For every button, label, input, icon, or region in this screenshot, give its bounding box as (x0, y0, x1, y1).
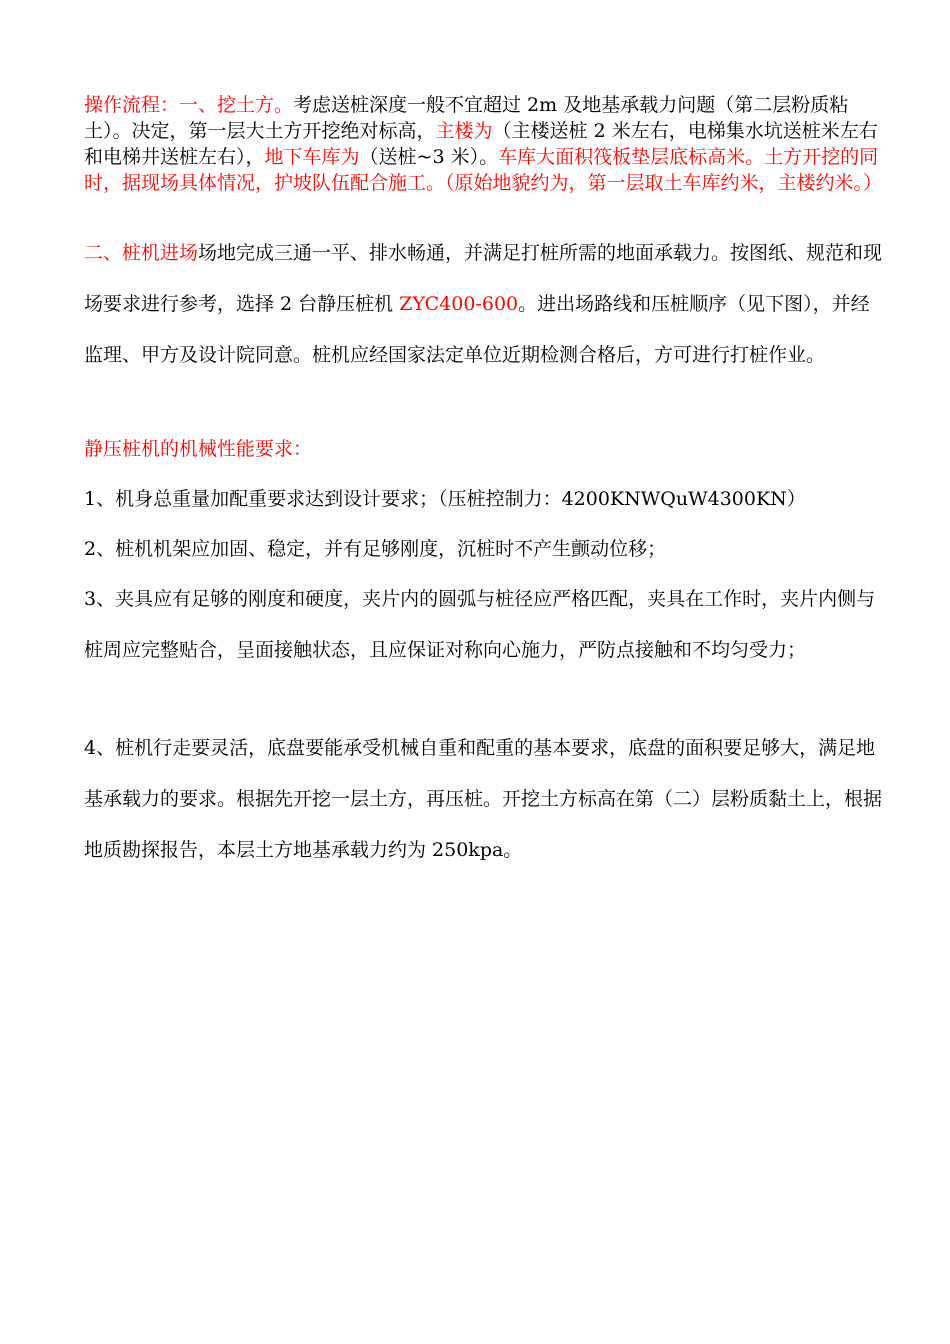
excavation-heading: 操作流程：一、挖土方。 (84, 94, 294, 116)
excavation-text-e: （送桩~3 米）。 (359, 146, 499, 168)
excavation-text-c: （主楼送桩 2 米左右，电梯集水坑送桩米左右和电梯井送桩左右）， (84, 120, 878, 168)
requirement-item-2: 2、桩机机架应加固、稳定，并有足够刚度，沉桩时不产生颤动位移； (84, 538, 667, 560)
excavation-text-a: 考虑送桩深度一般不宜超过 2m 及地基承载力问题（第二层粉质粘土）。决定，第一层大土方开挖绝对标高， (84, 94, 849, 142)
underground-garage-label: 地下车库为 (264, 146, 360, 168)
pile-machine-model: ZYC400-600 (399, 293, 519, 315)
pile-machine-text-a: 场地完成三通一平、排水畅通，并满足打桩所需的地面承载力。按图纸、规范和现场要求进行参考，选择 2 台静压桩机 (84, 242, 883, 315)
garage-raft-note: 车库大面积筏板垫层底标高米。土方开挖的同时，据现场具体情况，护坡队伍配合施工。（原始地貌约为，第一层取土车库约米，主楼约米。） (84, 146, 883, 194)
pile-machine-paragraph (84, 228, 884, 381)
requirement-item-4: 4、桩机行走要灵活，底盘要能承受机械自重和配重的基本要求，底盘的面积要足够大，满足地基承载力的要求。根据先开挖一层土方，再压桩。开挖土方标高在第（二）层粉质黏土上，根据地质勘探报告，本层土方地基承载力约为 250kpa。 (84, 737, 883, 861)
requirement-item-3: 3、夹具应有足够的刚度和硬度，夹片内的圆弧与桩径应严格匹配，夹具在工作时，夹片内侧与桩周应完整贴合，呈面接触状态，且应保证对称向心施力，严防点接触和不均匀受力； (84, 588, 876, 661)
pile-machine-heading: 二、桩机进场 (84, 242, 199, 264)
main-building-label: 主楼为 (435, 120, 493, 142)
pile-machine-text-b: 。进出场路线和压桩顺序（见下图），并经监理、甲方及设计院同意。桩机应经国家法定单位近期检测合格后，方可进行打桩作业。 (84, 293, 870, 366)
requirements-heading: 静压桩机的机械性能要求： (84, 438, 313, 460)
excavation-paragraph (84, 92, 884, 196)
requirement-item-1: 1、机身总重量加配重要求达到设计要求；（压桩控制力：4200KNWQuW4300KN） (84, 488, 806, 510)
